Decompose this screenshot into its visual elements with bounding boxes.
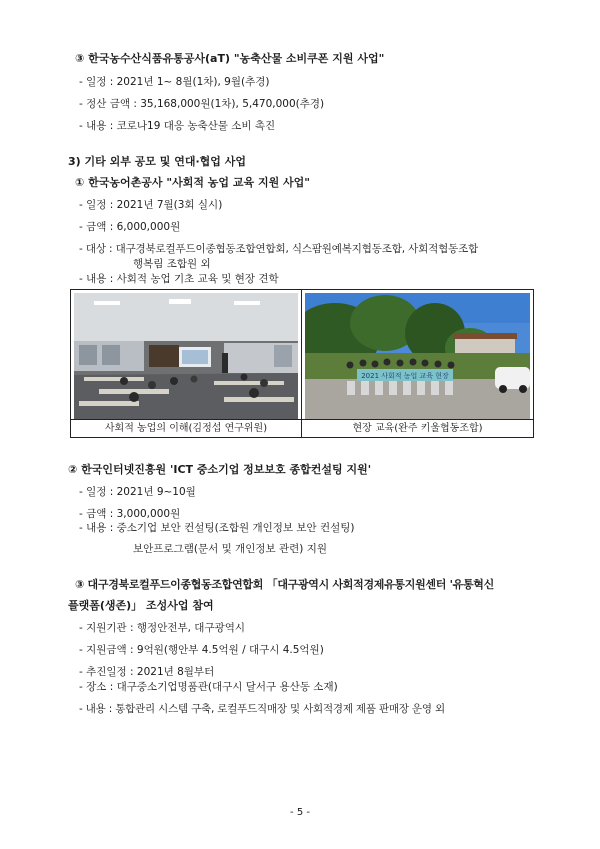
photo-table	[70, 289, 534, 438]
photo-cell-field	[302, 290, 533, 437]
section-kisa-item: - 내용 : 중소기업 보안 컨설팅(조합원 개인정보 보안 컨설팅)	[79, 522, 355, 534]
section-kisa-item: - 금액 : 3,000,000원	[79, 508, 181, 520]
section-at-title: ③ 한국농수산식품유통공사(aT) "농축산물 소비쿠폰 지원 사업"	[75, 52, 385, 65]
section-krc-item: - 대상 : 대구경북로컬푸드이종협동조합연합회, 식스팜원예복지협동조합, 사회적협동조합	[79, 243, 479, 255]
section-kisa-item: - 일정 : 2021년 9~10월	[79, 486, 196, 498]
section-krc-item: - 금액 : 6,000,000원	[79, 221, 181, 233]
section-daegu-item: - 내용 : 통합관리 시스템 구축, 로컬푸드직매장 및 사회적경제 제품 판매장 운영 외	[79, 703, 445, 715]
section-heading: 3) 기타 외부 공모 및 연대·협업 사업	[68, 155, 246, 168]
section-krc-item: - 일정 : 2021년 7월(3회 실시)	[79, 199, 223, 211]
section-krc-item-continued: 행복림 조합원 외	[133, 258, 211, 270]
classroom-illustration	[74, 293, 298, 419]
section-kisa-item-continued: 보안프로그램(문서 및 개인정보 관련) 지원	[133, 543, 327, 555]
lecture-photo	[74, 293, 298, 419]
section-at-item: - 일정 : 2021년 1~ 8월(1차), 9월(추경)	[79, 76, 270, 88]
section-daegu-title: ③ 대구경북로컬푸드이종협동조합연합회 「대구광역시 사회적경제유통지원센터 '유통혁신	[75, 578, 494, 591]
group-outdoor-illustration	[305, 293, 530, 419]
photo-caption: 사회적 농업의 이해(김정섭 연구위원)	[71, 419, 301, 437]
section-daegu-title-continued: 플랫폼(생존)」 조성사업 참여	[68, 599, 214, 612]
photo-caption: 현장 교육(완주 키울협동조합)	[302, 419, 533, 437]
banner-text: 2021 사회적 농업 교육 현장	[361, 372, 449, 380]
section-daegu-item: - 지원금액 : 9억원(행안부 4.5억원 / 대구시 4.5억원)	[79, 644, 324, 656]
field-photo	[305, 293, 530, 419]
section-daegu-item: - 추진일정 : 2021년 8월부터	[79, 666, 215, 678]
section-krc-title: ① 한국농어촌공사 "사회적 농업 교육 지원 사업"	[75, 176, 311, 189]
page-number: - 5 -	[290, 807, 310, 818]
section-at-item: - 내용 : 코로나19 대응 농축산물 소비 촉진	[79, 120, 276, 132]
section-daegu-item: - 장소 : 대구중소기업명품관(대구시 달서구 용산동 소재)	[79, 681, 338, 693]
section-kisa-title: ② 한국인터넷진흥원 'ICT 중소기업 정보보호 종합컨설팅 지원'	[68, 463, 372, 476]
photo-cell-lecture	[71, 290, 302, 437]
section-at-item: - 정산 금액 : 35,168,000원(1차), 5,470,000(추경)	[79, 98, 325, 110]
section-krc-item: - 내용 : 사회적 농업 기초 교육 및 현장 견학	[79, 273, 279, 285]
section-daegu-item: - 지원기관 : 행정안전부, 대구광역시	[79, 622, 246, 634]
